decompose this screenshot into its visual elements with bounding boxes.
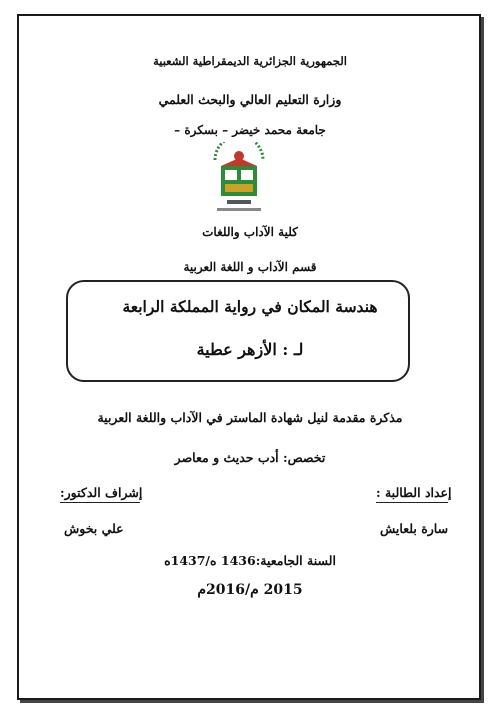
academic-year-hijri: السنة الجامعية:1436 ه/1437ه — [164, 553, 336, 568]
supervisor-label: إشراف الدكتور: — [60, 485, 143, 500]
student-label: إعداد الطالبة : — [376, 485, 452, 500]
faculty-name: كلية الآداب واللغات — [202, 225, 298, 239]
student-label-underline — [376, 502, 448, 503]
supervisor-label-underline — [60, 502, 140, 503]
ministry-heading: وزارة التعليم العالي والبحث العلمي — [158, 92, 342, 107]
university-emblem-icon — [207, 142, 271, 218]
thesis-title: هندسة المكان في رواية المملكة الرابعة — [122, 297, 378, 316]
title-box — [66, 280, 410, 382]
academic-year-gregorian: 2015 م/2016م — [197, 582, 303, 598]
memoir-note: مذكرة مقدمة لنيل شهادة الماستر في الآداب واللغة العربية — [97, 410, 403, 425]
republic-heading: الجمهورية الجزائرية الديمقراطية الشعبية — [153, 54, 347, 68]
student-name: سارة بلعايش — [380, 521, 449, 536]
novel-author: لـ : الأزهر عطية — [196, 340, 304, 359]
specialty: تخصص: أدب حديث و معاصر — [174, 450, 326, 465]
university-heading: جامعة محمد خيضر – بسكرة – — [174, 123, 326, 137]
supervisor-name: علي بخوش — [64, 521, 124, 536]
department-name: قسم الآداب و اللغة العربية — [183, 260, 317, 274]
